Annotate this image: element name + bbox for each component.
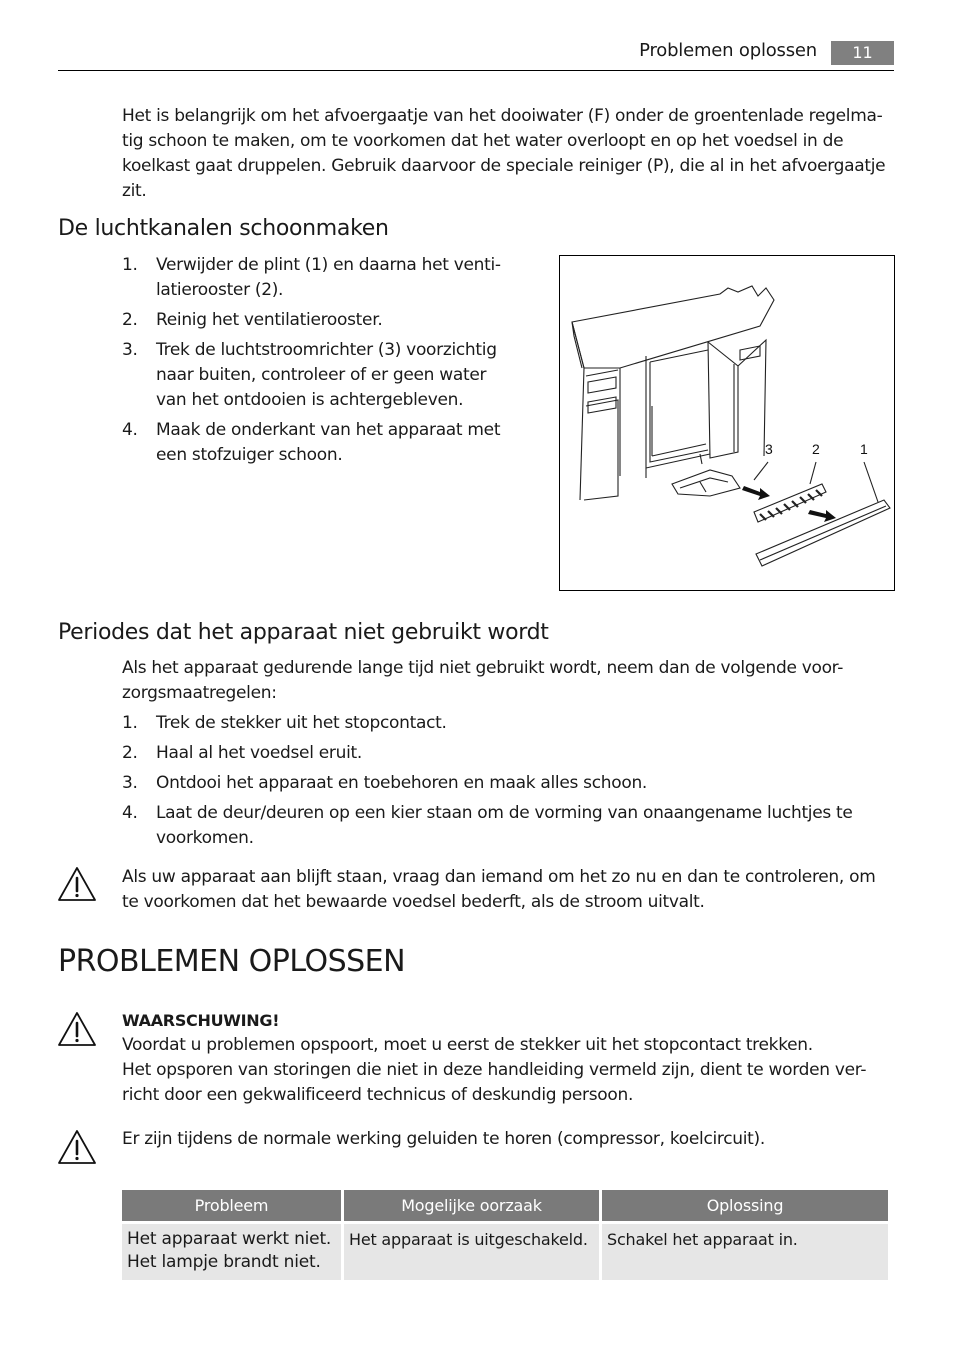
list-item [122,771,894,796]
solution-cell: Schakel het apparaat in. [602,1224,888,1280]
troubleshooting-warning [122,1008,894,1108]
air-ducts-heading: De luchtkanalen schoonmaken [58,216,389,241]
not-in-use-intro [122,656,894,706]
problem-line: Het lampje brandt niet. [127,1252,321,1272]
warning-triangle-icon [57,1011,97,1047]
intro-line: koelkast gaat druppelen. Gebruik daarvoor de speciale reiniger (P), die al in het afvoergaatje [122,156,886,176]
list-item [122,711,894,736]
step-line: van het ontdooien is achtergebleven. [156,390,464,410]
intro-line: tig schoon te maken, om te voorkomen dat het water overloopt en op het voedsel in de [122,131,844,151]
step-line: voorkomen. [156,828,254,848]
column-header-solution: Oplossing [602,1190,888,1221]
list-item [122,338,542,413]
column-header-problem: Probleem [122,1190,341,1221]
intro-line: zit. [122,181,147,201]
step-line: Ontdooi het apparaat en toebehoren en maak alles schoon. [156,773,648,793]
step-number: 3. [122,773,138,793]
noise-note: Er zijn tijdens de normale werking geluiden te horen (compressor, koelcircuit). [122,1129,765,1149]
list-item [122,308,542,333]
step-number: 1. [122,713,138,733]
step-line: een stofzuiger schoon. [156,445,343,465]
step-number: 4. [122,420,138,440]
intro-line: Het is belangrijk om het afvoergaatje van het dooiwater (F) onder de groentenlade regelma- [122,106,883,126]
step-line: Trek de stekker uit het stopcontact. [156,713,447,733]
step-line: naar buiten, controleer of er geen water [156,365,487,385]
step-number: 2. [122,743,138,763]
warning-line: Het opsporen van storingen die niet in deze handleiding vermeld zijn, dient te worden ver- [122,1060,867,1080]
step-number: 4. [122,803,138,823]
appliance-illustration [559,255,895,591]
header-rule [58,70,894,71]
column-header-cause: Mogelijke oorzaak [344,1190,599,1221]
warning-line: Voordat u problemen opspoort, moet u eerst de stekker uit het stopcontact trekken. [122,1035,813,1055]
figure-label-2: 2 [812,441,820,457]
figure-label-3: 3 [765,441,773,457]
step-line: Trek de luchtstroomrichter (3) voorzichtig [156,340,497,360]
warning-line: Als uw apparaat aan blijft staan, vraag dan iemand om het zo nu en dan te controleren, om [122,867,876,887]
step-line: Haal al het voedsel eruit. [156,743,362,763]
troubleshooting-table [119,1190,891,1280]
step-line: latierooster (2). [156,280,284,300]
step-number: 1. [122,255,138,275]
warning-line: richt door een gekwalificeerd technicus of deskundig persoon. [122,1085,634,1105]
step-line: Maak de onderkant van het apparaat met [156,420,501,440]
intro-paragraph [122,104,894,204]
table-header-row [122,1190,888,1221]
step-line: Laat de deur/deuren op een kier staan om de vorming van onaangename luchtjes te [156,803,853,823]
list-item [122,418,542,468]
warning-line: te voorkomen dat het bewaarde voedsel bederft, als de stroom uitvalt. [122,892,705,912]
table-row [122,1224,888,1280]
power-warning-text [122,865,894,915]
air-ducts-steps [122,253,542,473]
troubleshooting-heading: PROBLEMEN OPLOSSEN [58,944,406,979]
list-item [122,741,894,766]
step-number: 3. [122,340,138,360]
cause-cell: Het apparaat is uitgeschakeld. [344,1224,599,1280]
page-number-badge: 11 [831,41,894,65]
warning-triangle-icon [57,866,97,902]
appliance-drawing [560,256,894,590]
intro-line: Als het apparaat gedurende lange tijd niet gebruikt wordt, neem dan de volgende voor- [122,658,844,678]
not-in-use-steps [122,711,894,856]
figure-label-1: 1 [860,441,868,457]
list-item [122,253,542,303]
not-in-use-heading: Periodes dat het apparaat niet gebruikt wordt [58,620,549,645]
step-number: 2. [122,310,138,330]
problem-cell [122,1224,341,1280]
list-item [122,801,894,851]
step-line: Reinig het ventilatierooster. [156,310,383,330]
step-line: Verwijder de plint (1) en daarna het venti- [156,255,501,275]
running-header-title: Problemen oplossen [639,40,817,61]
warning-title: WAARSCHUWING! [122,1011,280,1030]
problem-line: Het apparaat werkt niet. [127,1229,332,1249]
warning-triangle-icon [57,1129,97,1165]
intro-line: zorgsmaatregelen: [122,683,277,703]
